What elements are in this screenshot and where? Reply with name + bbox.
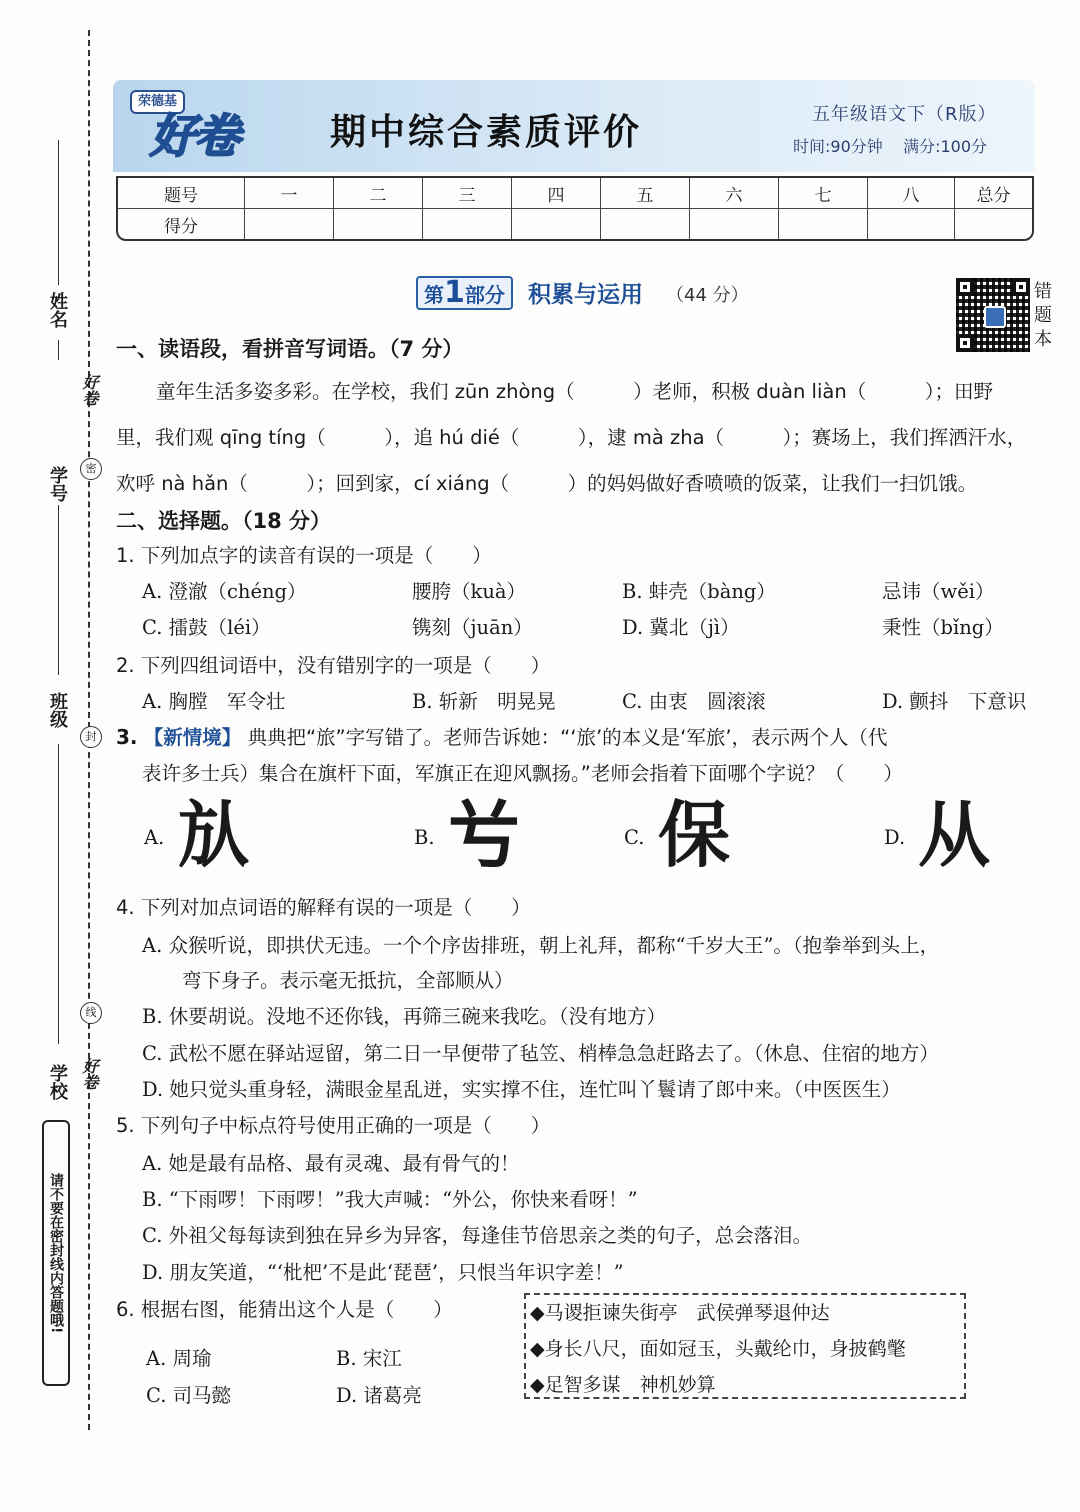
error-book-label: 错题本: [1034, 281, 1052, 350]
qr-corner: [956, 334, 974, 352]
q2-5-stem: 5. 下列句子中标点符号使用正确的一项是（ ）: [116, 1114, 551, 1137]
q2-3-line-2: 表许多士兵）集合在旗杆下面，军旗正在迎风飘扬。”老师会指着下面哪个字说？（ ）: [142, 762, 903, 785]
score-table-header-row: [118, 178, 1032, 209]
score-input-cell[interactable]: [779, 209, 868, 239]
score-table-score-row: [118, 209, 1032, 239]
new-context-tag: 【新情境】: [143, 726, 242, 749]
q2-2-option-a[interactable]: A. 胸膛 军令壮: [142, 690, 286, 713]
q2-1-option-a1[interactable]: A. 澄澈（chéng）: [142, 580, 307, 603]
q2-6-option-d[interactable]: D. 诸葛亮: [336, 1384, 422, 1407]
id-write-line[interactable]: [58, 505, 59, 675]
q2-heading: 二、选择题。（18 分）: [116, 509, 332, 533]
name-write-line[interactable]: [58, 140, 59, 285]
clue-line-1: ◆马谡拒谏失街亭 武侯弹琴退仲达: [530, 1302, 830, 1324]
full-score-label: 满分:100分: [903, 137, 988, 156]
seal-xian: 线: [80, 1002, 102, 1024]
q2-5-option-b[interactable]: B. “下雨啰！下雨啰！”我大声喊：“外公，你快来看呀！”: [142, 1188, 638, 1211]
q2-4-stem: 4. 下列对加点词语的解释有误的一项是（ ）: [116, 896, 531, 919]
q2-1-option-d2: 秉性（bǐng）: [882, 616, 1004, 639]
seal-mi: 密: [80, 458, 102, 480]
qr-center-logo: [984, 306, 1006, 328]
q2-4-option-a-cont: 弯下身子。表示毫无抵抗，全部顺从）: [182, 969, 514, 992]
q2-2-stem: 2. 下列四组词语中，没有错别字的一项是（ ）: [116, 654, 551, 677]
clue-line-2: ◆身长八尺，面如冠玉，头戴纶巾，身披鹤氅: [530, 1338, 906, 1360]
score-row-label: 得分: [118, 209, 245, 239]
q2-1-stem: 1. 下列加点字的读音有误的一项是（ ）: [116, 544, 492, 567]
section-num: 1: [444, 275, 465, 310]
q2-4-option-b[interactable]: B. 休要胡说。没地不还你钱，再筛三碗来我吃。（没有地方）: [142, 1005, 666, 1028]
section-number-badge: [416, 276, 513, 310]
qr-corner: [1012, 278, 1030, 296]
q2-1-option-c1[interactable]: C. 擂鼓（léi）: [142, 616, 271, 639]
seal-script-glyph-d: 从: [918, 792, 991, 877]
q2-5-option-c[interactable]: C. 外祖父每每读到独在异乡为异客，每逢佳节倍思亲之类的句子，总会落泪。: [142, 1224, 813, 1247]
seal-script-glyph-a: 㫃: [178, 792, 251, 877]
score-input-cell[interactable]: [868, 209, 955, 239]
q1-heading: 一、读语段，看拼音写词语。（7 分）: [116, 337, 464, 361]
qr-code-icon[interactable]: [956, 278, 1030, 352]
seal-script-glyph-b: 𠔃: [448, 792, 521, 877]
q2-6-option-c[interactable]: C. 司马懿: [146, 1384, 232, 1407]
q2-2-option-b[interactable]: B. 斩新 明晃晃: [412, 690, 556, 713]
score-input-cell[interactable]: [423, 209, 512, 239]
seal-warning: 请不要在密封线内答题哦!: [42, 1120, 70, 1386]
q2-3-option-d[interactable]: D.: [884, 826, 906, 849]
q2-4-option-c[interactable]: C. 武松不愿在驿站逗留，第二日一早便带了毡笠、梢棒急急赶路去了。（休息、住宿的地方）: [142, 1042, 939, 1065]
school-label: 学校: [47, 1064, 68, 1100]
section-suffix: 部分: [464, 283, 505, 307]
class-label: 班级: [47, 692, 68, 728]
section-title: 积累与运用: [528, 282, 643, 308]
grade-label: 五年级语文下（R版）: [812, 104, 997, 125]
margin-logo-2: 好卷: [80, 1058, 99, 1090]
brand-rongdeji: 荣德基: [130, 90, 185, 114]
score-cell: 三: [423, 178, 512, 209]
q2-1-option-d1[interactable]: D. 冀北（jì）: [622, 616, 740, 639]
brand-logo: 好卷: [150, 109, 238, 163]
score-cell: 二: [334, 178, 423, 209]
q2-5-option-d[interactable]: D. 朋友笑道，“‘枇杷’不是此‘琵琶’，只恨当年识字差！”: [142, 1261, 624, 1284]
q1-line-1: 童年生活多姿多彩。在学校，我们 zūn zhòng（ ）老师，积极 duàn liàn（ ）；田野: [156, 380, 993, 403]
q2-1-option-b2: 忌讳（wěi）: [882, 580, 995, 603]
score-input-cell[interactable]: [690, 209, 779, 239]
section-prefix: 第: [424, 283, 444, 307]
score-cell: 一: [245, 178, 334, 209]
q2-2-option-d[interactable]: D. 颤抖 下意识: [882, 690, 1027, 713]
q2-3-option-b[interactable]: B.: [414, 826, 435, 849]
time-score: [793, 134, 987, 157]
score-cell: 七: [779, 178, 868, 209]
q2-3-option-a[interactable]: A.: [144, 826, 165, 849]
page-title: 期中综合素质评价: [330, 111, 643, 153]
score-cell: 六: [690, 178, 779, 209]
q2-3-line-1: [116, 722, 888, 750]
student-id-label: 学号: [47, 466, 68, 502]
clue-line-3: ◆足智多谋 神机妙算: [530, 1374, 716, 1396]
q2-5-option-a[interactable]: A. 她是最有品格、最有灵魂、最有骨气的！: [142, 1152, 520, 1175]
score-table: [116, 176, 1034, 241]
score-input-cell[interactable]: [334, 209, 423, 239]
score-input-cell[interactable]: [512, 209, 601, 239]
seal-script-glyph-c: 保: [658, 792, 731, 877]
q1-line-3: 欢呼 nà hǎn（ ）；回到家，cí xiáng（ ）的妈妈做好香喷喷的饭菜，让我们一扫饥饿。: [116, 472, 978, 495]
score-input-cell[interactable]: [245, 209, 334, 239]
score-input-cell[interactable]: [601, 209, 690, 239]
class-write-line[interactable]: [58, 744, 59, 1044]
q2-3-text-1: 典典把“旅”字写错了。老师告诉她：“‘旅’的本义是‘军旅’，表示两个人（代: [247, 726, 888, 749]
q2-3-num: 3.: [116, 725, 138, 749]
score-cell: 总分: [955, 178, 1032, 209]
q2-2-option-c[interactable]: C. 由衷 圆滚滚: [622, 690, 766, 713]
q2-1-option-b1[interactable]: B. 蚌壳（bàng）: [622, 580, 776, 603]
qr-corner: [956, 278, 974, 296]
margin-logo: 好卷: [80, 374, 99, 406]
score-cell: 八: [868, 178, 955, 209]
score-input-cell[interactable]: [955, 209, 1032, 239]
q2-6-stem: 6. 根据右图，能猜出这个人是（ ）: [116, 1298, 453, 1321]
section-score: （44 分）: [666, 285, 749, 306]
seal-feng: 封: [80, 726, 102, 748]
name-write-line-lower: [58, 340, 59, 360]
q2-4-option-a[interactable]: A. 众猴听说，即拱伏无违。一个个序齿排班，朝上礼拜，都称“千岁大王”。（抱拳举到头上，: [142, 934, 940, 957]
q2-3-option-c[interactable]: C.: [624, 826, 645, 849]
score-cell: 五: [601, 178, 690, 209]
score-cell: 题号: [118, 178, 245, 209]
q2-4-option-d[interactable]: D. 她只觉头重身轻，满眼金星乱迸，实实撑不住，连忙叫丫鬟请了郎中来。（中医医生）: [142, 1078, 901, 1101]
q2-6-option-a[interactable]: A. 周瑜: [146, 1347, 212, 1370]
q1-line-2: 里，我们观 qīng tíng（ ），追 hú dié（ ），逮 mà zha（ ）；赛场上，我们挥洒汗水，: [116, 426, 1027, 449]
time-label: 时间:90分钟: [793, 137, 883, 156]
q2-6-option-b[interactable]: B. 宋江: [336, 1347, 402, 1370]
q2-1-option-c2: 镌刻（juān）: [412, 616, 533, 639]
name-label: 姓名: [47, 292, 68, 328]
score-cell: 四: [512, 178, 601, 209]
q2-1-option-a2: 腰胯（kuà）: [412, 580, 527, 603]
